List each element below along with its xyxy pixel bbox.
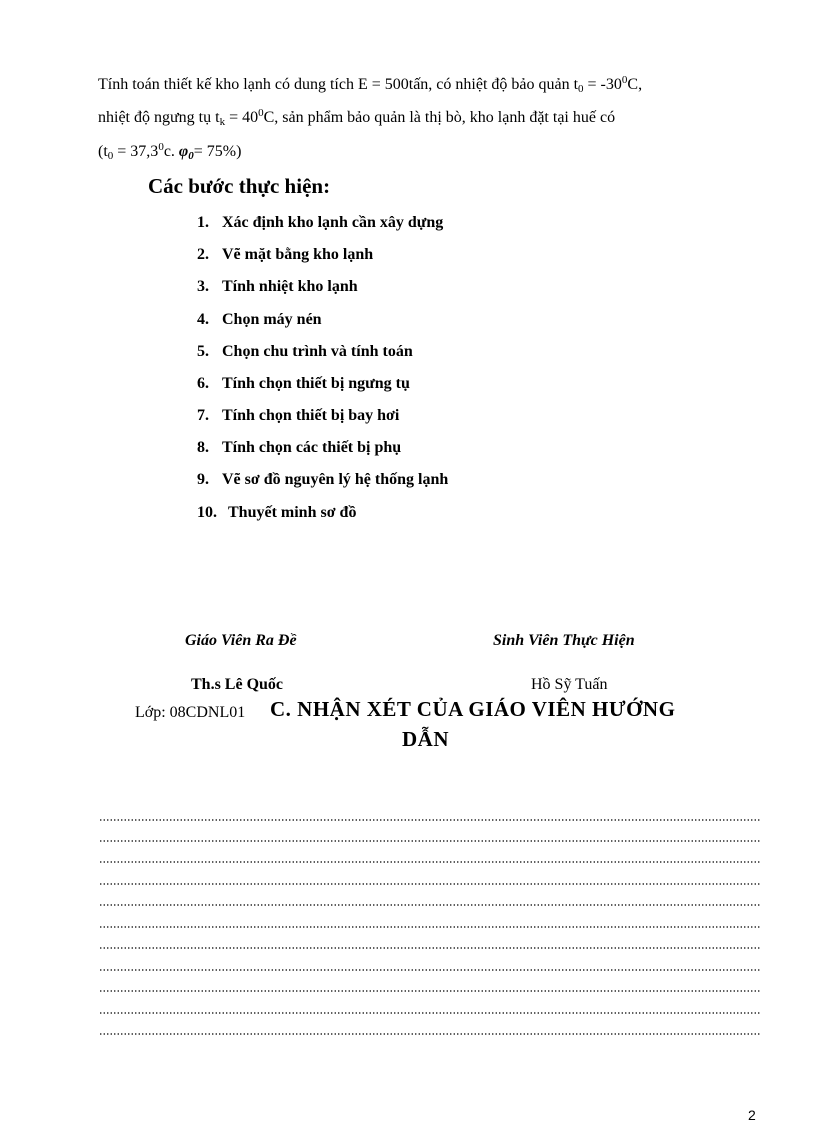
step-item: 10. Thuyết minh sơ đồ [197, 504, 357, 521]
comment-dotted-line [99, 882, 761, 886]
steps-title: Các bước thực hiện: [148, 174, 331, 198]
class-label: Lớp: 08CDNL01 [135, 704, 246, 721]
teacher-name: Th.s Lê Quốc [191, 676, 284, 693]
comment-dotted-line [99, 946, 761, 950]
step-item: 2. Vẽ mặt bằng kho lạnh [197, 246, 374, 263]
comment-dotted-line [99, 925, 761, 929]
intro-line-3: ($t_0 = 37,3^0c$. $\varphi_0= 75\%$) [98, 141, 242, 162]
teacher-role: Giáo Viên Ra Đề [185, 632, 297, 649]
comment-dotted-line [99, 968, 761, 972]
phi-symbol: $\varphi_0$ [178, 143, 194, 162]
step-item: 8. Tính chọn các thiết bị phụ [197, 439, 402, 456]
comment-dotted-line [99, 1032, 761, 1036]
step-item: 5. Chọn chu trình và tính toán [197, 343, 413, 360]
comment-dotted-line [99, 818, 761, 822]
step-item: 1. Xác định kho lạnh cần xây dựng [197, 214, 444, 231]
comment-dotted-line [99, 903, 761, 907]
intro-line-1: Tính toán thiết kế kho lạnh có dung tích E = 500tấn, có nhiệt độ bảo quản $t_0 = -30^0C$, [98, 74, 643, 95]
page-number: 2 [748, 1107, 756, 1123]
comment-dotted-line [99, 860, 761, 864]
comment-dotted-line [99, 839, 761, 843]
section-title-continued: DẪN [402, 727, 449, 751]
section-title: C. NHẬN XÉT CỦA GIÁO VIÊN HƯỚNG [270, 697, 676, 721]
step-item: 4. Chọn máy nén [197, 311, 322, 328]
step-item: 6. Tính chọn thiết bị ngưng tụ [197, 375, 410, 392]
student-role: Sinh Viên Thực Hiện [493, 632, 635, 649]
comment-dotted-line [99, 1011, 761, 1015]
step-item: 3. Tính nhiệt kho lạnh [197, 278, 358, 295]
student-name: Hồ Sỹ Tuấn [531, 676, 608, 693]
step-item: 7. Tính chọn thiết bị bay hơi [197, 407, 400, 424]
intro-line-2: nhiệt độ ngưng tụ $t_k = 40^0C$, sản phẩm bảo quản là thị bò, kho lạnh đặt tại huế có [98, 107, 616, 128]
step-item: 9. Vẽ sơ đồ nguyên lý hệ thống lạnh [197, 471, 449, 488]
comment-dotted-line [99, 989, 761, 993]
